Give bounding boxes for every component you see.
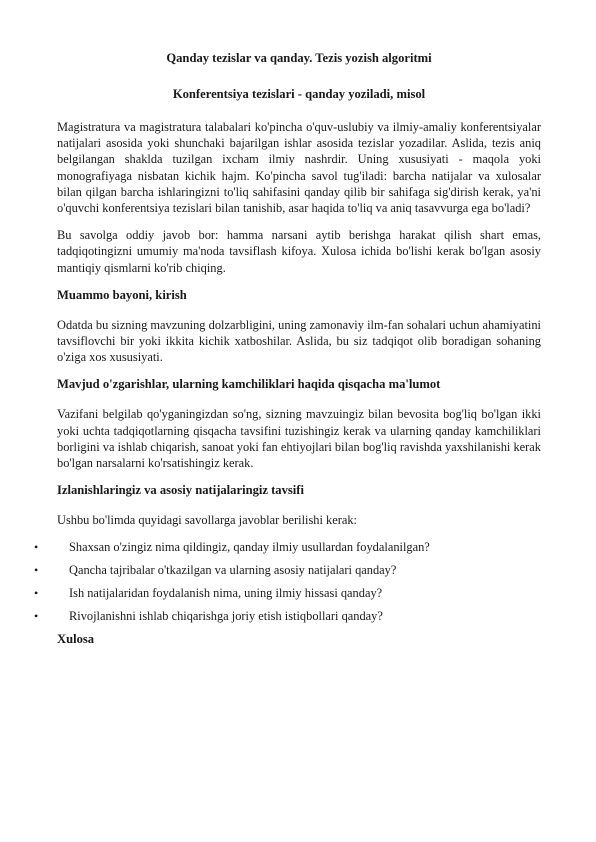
list-item [34,539,541,555]
list-item-text: Shaxsan o'zingiz nima qildingiz, qanday ilmiy usullardan foydalanilgan? [69,540,430,555]
document-page [34,50,541,647]
section-text-problem: Odatda bu sizning mavzuning dolzarbligini, uning zamonaviy ilm-fan sohalari uchun ahamiyatini tavsiflovchi bir yoki ikkita kichik xatboshilar. Aslida, bu siz tadqiqot olib boradigan sohaning o'ziga xos xususiyati. [57,317,541,365]
document-title: Qanday tezislar va qanday. Tezis yozish algoritmi [166,51,432,65]
list-item-text: Ish natijalaridan foydalanish nima, uning ilmiy hissasi qanday? [69,586,383,601]
document-subtitle: Konferentsiya tezislari - qanday yoziladi, misol [172,87,426,101]
bullet-icon: • [34,563,39,578]
list-item-text: Qancha tajribalar o'tkazilgan va ularning asosiy natijalari qanday? [69,563,397,578]
section-text-existing-work: Vazifani belgilab qo'yganingizdan so'ng, sizning mavzuingiz bilan bevosita bog'liq bo'lgan ikki yoki uchta tadqiqotlarning qisqacha tavsifini tuzishingiz kerak va ularning qanday kamchiliklari borligini va ishlab chiqarish, sanoat yoki fan ehtiyojlari bilan bog'liq ravishda yaxshilanishi kerak bo'lgan narsalarni ko'rsatishingiz kerak. [57,407,541,471]
section-heading-problem: Muammo bayoni, kirish [57,287,187,302]
section-heading-existing-work: Mavjud o'zgarishlar, ularning kamchiliklari haqida qisqacha ma'lumot [57,377,441,392]
bullet-icon: • [34,586,39,601]
intro-paragraph: Magistratura va magistratura talabalari ko'pincha o'quv-uslubiy va ilmiy-amaliy konferentsiyalar natijalari asosida yoki shunchaki bajarilgan ishlar asosida tezislar yozadilar. Aslida, tezis aniq belgilangan shaklda tuzilgan ixcham ilmiy nashrdir. Uning xususiyati - maqola yoki monografiyaga nisbatan kichik hajm. Ko'pincha savol tug'iladi: barcha natijalar va xulosalar bilan qilgan barcha ishlaringizni to'liq sahifasini qanday qilib bir sahifaga sig'dirish kerak, ya'ni o'quvchi konferentsiya tezislari bilan tanishib, asar haqida to'liq va aniq tasavvurga ega bo'ladi? [57,120,541,216]
list-item-text: Rivojlanishni ishlab chiqarishga joriy etish istiqbollari qanday? [69,609,383,624]
list-item [34,562,541,578]
bullet-icon: • [34,609,39,624]
bullet-list [34,539,541,624]
answer-paragraph: Bu savolga oddiy javob bor: hamma narsani aytib berishga harakat qilish shart emas, tadqiqotingizni umumiy ma'noda tavsiflash kifoya. Xulosa ichida bo'lishi kerak bo'lgan asosiy mantiqiy qismlarni ko'rib chiqing. [57,228,541,275]
section-heading-results: Izlanishlaringiz va asosiy natijalaringiz tavsifi [57,483,304,498]
list-item [34,585,541,601]
list-item [34,608,541,624]
bullet-icon: • [34,540,39,555]
section-text-results: Ushbu bo'limda quyidagi savollarga javoblar berilishi kerak: [57,513,358,528]
section-heading-conclusion: Xulosa [57,632,95,647]
